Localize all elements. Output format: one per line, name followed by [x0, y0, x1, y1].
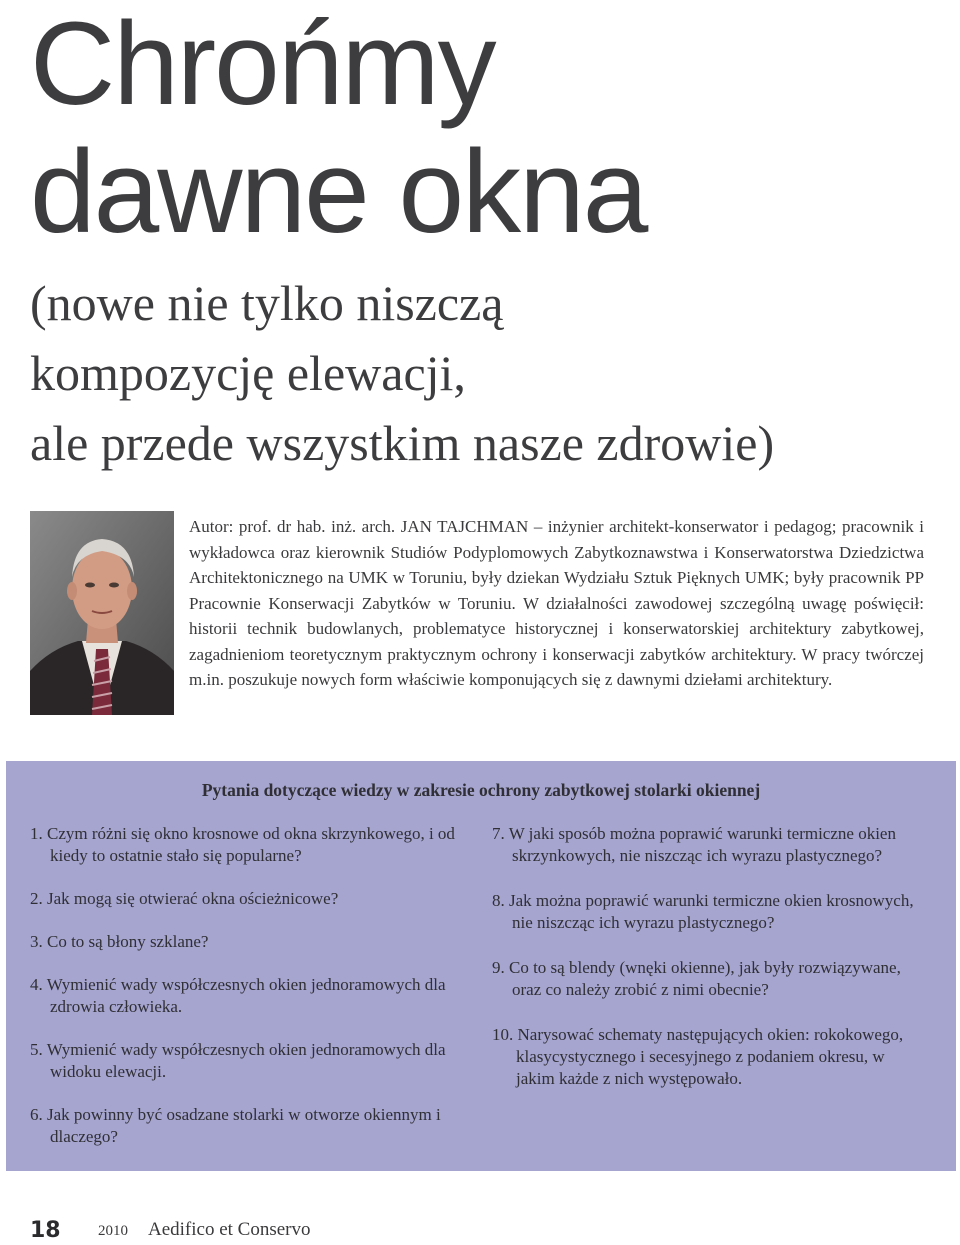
question-item: 10. Narysować schematy następujących okien: rokokowego, klasycystycznego i secesyjnego z podaniem okresu, w jakim każde z nich występowało.: [492, 1025, 904, 1088]
article-title: [30, 0, 646, 256]
question-item: 1. Czym różni się okno krosnowe od okna skrzynkowego, i od kiedy to ostatnie stało się popularne?: [30, 824, 455, 865]
author-photo: [30, 511, 174, 715]
page-footer: [30, 1215, 930, 1245]
journal-name: Aedifico et Conservo: [148, 1219, 311, 1240]
title-line: dawne okna: [30, 126, 647, 258]
issue-year: 2010: [98, 1223, 128, 1239]
questions-right-column: [492, 823, 922, 1113]
title-line: Chrońmy: [30, 0, 495, 130]
question-item: 5. Wymienić wady współczesnych okien jednoramowych dla widoku elewacji.: [30, 1040, 446, 1081]
question-item: 2. Jak mogą się otwierać okna ościeżnicowe?: [30, 889, 339, 908]
question-item: 3. Co to są błony szklane?: [30, 932, 209, 951]
question-item: 9. Co to są blendy (wnęki okienne), jak były rozwiązywane, oraz co należy zrobić z nimi obecnie?: [492, 958, 901, 999]
questions-left-column: [30, 823, 455, 1169]
subtitle-line: (nowe nie tylko niszczą: [30, 275, 504, 331]
subtitle-line: kompozycję elewacji,: [30, 345, 466, 401]
questions-title: Pytania dotyczące wiedzy w zakresie ochrony zabytkowej stolarki okiennej: [201, 780, 761, 800]
article-subtitle: [30, 268, 774, 478]
question-item: 8. Jak można poprawić warunki termiczne okien krosnowych, nie niszcząc ich wyrazu plastycznego?: [492, 891, 914, 932]
author-bio: Autor: prof. dr hab. inż. arch. JAN TAJCHMAN – inżynier architekt-konserwator i pedagog; pracownik i wykładowca oraz kierownik Studiów Podyplomowych Zabytkoznawstwa i Konserwatorstwa Dziedzictwa Architektonicznego na UMK w Toruniu, były dziekan Wydziału Sztuk Pięknych UMK; były pracownik PP Pracownie Konserwacji Zabytków w Toruniu. W działalności zawodowej szczególną uwagę poświęcił: historii technik budowlanych, problematyce historycznej i konserwatorskiej architektury zabytkowej, zagadnieniom teoretycznym praktycznym ochrony i konserwacji zabytków architektury. W pracy twórczej m.in. poszukuje nowych form właściwie komponujących się z dawnymi dziełami architektury.: [189, 517, 924, 689]
questions-panel: [6, 761, 956, 1171]
question-item: 6. Jak powinny być osadzane stolarki w otworze okiennym i dlaczego?: [30, 1105, 441, 1146]
question-item: 4. Wymienić wady współczesnych okien jednoramowych dla zdrowia człowieka.: [30, 975, 446, 1016]
subtitle-line: ale przede wszystkim nasze zdrowie): [30, 415, 775, 471]
author-portrait-image: [30, 511, 174, 715]
question-item: 7. W jaki sposób można poprawić warunki termiczne okien skrzynkowych, nie niszcząc ich wyrazu plastycznego?: [492, 824, 896, 865]
page-number: 18: [30, 1218, 61, 1243]
